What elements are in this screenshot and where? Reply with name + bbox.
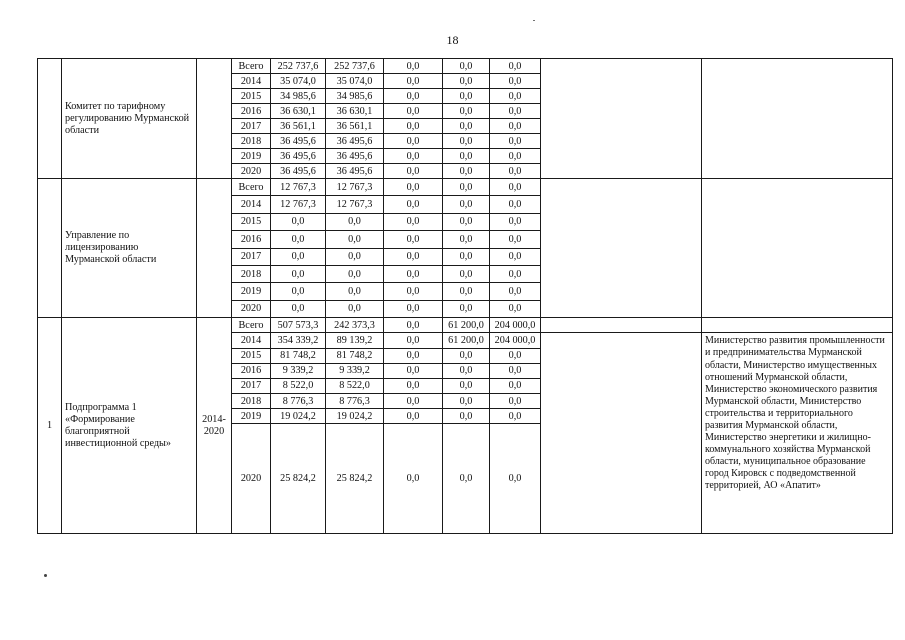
other-sources-cell: 0,0 xyxy=(490,424,541,534)
scan-speck xyxy=(533,20,535,21)
local-budget-cell: 61 200,0 xyxy=(443,318,490,333)
year-cell: 2018 xyxy=(232,394,271,409)
total-cell: 35 074,0 xyxy=(271,74,326,89)
federal-budget-cell: 0,0 xyxy=(384,196,443,213)
total-cell: 25 824,2 xyxy=(271,424,326,534)
year-cell: Всего xyxy=(232,179,271,196)
regional-budget-cell: 36 495,6 xyxy=(326,134,384,149)
other-sources-cell: 0,0 xyxy=(490,378,541,393)
item-name: Управление по лицензированию Мурманской области xyxy=(62,179,197,318)
other-sources-cell: 0,0 xyxy=(490,74,541,89)
regional-budget-cell: 0,0 xyxy=(326,213,384,230)
local-budget-cell: 61 200,0 xyxy=(443,333,490,348)
regional-budget-cell: 36 495,6 xyxy=(326,149,384,164)
federal-budget-cell: 0,0 xyxy=(384,333,443,348)
other-sources-cell: 0,0 xyxy=(490,300,541,317)
total-cell: 36 495,6 xyxy=(271,149,326,164)
local-budget-cell: 0,0 xyxy=(443,149,490,164)
total-cell: 354 339,2 xyxy=(271,333,326,348)
year-cell: 2016 xyxy=(232,363,271,378)
scan-speck xyxy=(44,574,47,577)
other-sources-cell: 0,0 xyxy=(490,409,541,424)
federal-budget-cell: 0,0 xyxy=(384,59,443,74)
local-budget-cell: 0,0 xyxy=(443,378,490,393)
regional-budget-cell: 12 767,3 xyxy=(326,196,384,213)
year-cell: 2020 xyxy=(232,164,271,179)
table-row xyxy=(38,59,893,74)
regional-budget-cell: 0,0 xyxy=(326,300,384,317)
federal-budget-cell: 0,0 xyxy=(384,149,443,164)
total-cell: 36 561,1 xyxy=(271,119,326,134)
local-budget-cell: 0,0 xyxy=(443,196,490,213)
year-cell: 2016 xyxy=(232,104,271,119)
other-sources-cell: 0,0 xyxy=(490,89,541,104)
year-cell: Всего xyxy=(232,318,271,333)
item-name: Комитет по тарифному регулированию Мурманской области xyxy=(62,59,197,179)
year-cell: 2016 xyxy=(232,231,271,248)
total-cell: 0,0 xyxy=(271,248,326,265)
local-budget-cell: 0,0 xyxy=(443,134,490,149)
regional-budget-cell: 36 630,1 xyxy=(326,104,384,119)
regional-budget-cell: 252 737,6 xyxy=(326,59,384,74)
federal-budget-cell: 0,0 xyxy=(384,318,443,333)
indicator-cell xyxy=(541,333,702,534)
local-budget-cell: 0,0 xyxy=(443,300,490,317)
local-budget-cell: 0,0 xyxy=(443,119,490,134)
table-body xyxy=(38,59,893,534)
other-sources-cell: 0,0 xyxy=(490,179,541,196)
item-term: 2014-2020 xyxy=(197,318,232,534)
federal-budget-cell: 0,0 xyxy=(384,164,443,179)
total-cell: 9 339,2 xyxy=(271,363,326,378)
year-cell: 2017 xyxy=(232,378,271,393)
total-cell: 36 495,6 xyxy=(271,164,326,179)
total-cell: 81 748,2 xyxy=(271,348,326,363)
local-budget-cell: 0,0 xyxy=(443,348,490,363)
other-sources-cell: 0,0 xyxy=(490,213,541,230)
year-cell: 2017 xyxy=(232,248,271,265)
item-number xyxy=(38,179,62,318)
federal-budget-cell: 0,0 xyxy=(384,265,443,282)
indicator-cell xyxy=(541,59,702,179)
federal-budget-cell: 0,0 xyxy=(384,231,443,248)
local-budget-cell: 0,0 xyxy=(443,104,490,119)
year-cell: 2019 xyxy=(232,283,271,300)
regional-budget-cell: 36 561,1 xyxy=(326,119,384,134)
total-cell: 0,0 xyxy=(271,283,326,300)
other-sources-cell: 0,0 xyxy=(490,104,541,119)
other-sources-cell: 0,0 xyxy=(490,231,541,248)
federal-budget-cell: 0,0 xyxy=(384,424,443,534)
total-cell: 19 024,2 xyxy=(271,409,326,424)
regional-budget-cell: 8 522,0 xyxy=(326,378,384,393)
budget-table xyxy=(37,58,893,534)
federal-budget-cell: 0,0 xyxy=(384,213,443,230)
year-cell: 2014 xyxy=(232,333,271,348)
local-budget-cell: 0,0 xyxy=(443,74,490,89)
regional-budget-cell: 25 824,2 xyxy=(326,424,384,534)
federal-budget-cell: 0,0 xyxy=(384,89,443,104)
total-cell: 0,0 xyxy=(271,265,326,282)
regional-budget-cell: 0,0 xyxy=(326,231,384,248)
other-sources-cell: 0,0 xyxy=(490,149,541,164)
federal-budget-cell: 0,0 xyxy=(384,363,443,378)
year-cell: 2020 xyxy=(232,300,271,317)
year-cell: 2014 xyxy=(232,74,271,89)
table-row xyxy=(38,318,893,333)
total-cell: 507 573,3 xyxy=(271,318,326,333)
local-budget-cell: 0,0 xyxy=(443,283,490,300)
federal-budget-cell: 0,0 xyxy=(384,300,443,317)
federal-budget-cell: 0,0 xyxy=(384,134,443,149)
other-sources-cell: 0,0 xyxy=(490,164,541,179)
total-cell: 12 767,3 xyxy=(271,196,326,213)
other-sources-cell: 0,0 xyxy=(490,265,541,282)
regional-budget-cell: 34 985,6 xyxy=(326,89,384,104)
local-budget-cell: 0,0 xyxy=(443,89,490,104)
page-number: 18 xyxy=(446,33,459,47)
local-budget-cell: 0,0 xyxy=(443,231,490,248)
regional-budget-cell: 0,0 xyxy=(326,265,384,282)
other-sources-cell: 0,0 xyxy=(490,248,541,265)
indicator-cell xyxy=(541,318,702,333)
total-cell: 0,0 xyxy=(271,231,326,248)
other-sources-cell: 0,0 xyxy=(490,394,541,409)
total-cell: 8 776,3 xyxy=(271,394,326,409)
local-budget-cell: 0,0 xyxy=(443,179,490,196)
federal-budget-cell: 0,0 xyxy=(384,283,443,300)
indicator-cell xyxy=(541,179,702,318)
federal-budget-cell: 0,0 xyxy=(384,104,443,119)
other-sources-cell: 0,0 xyxy=(490,134,541,149)
federal-budget-cell: 0,0 xyxy=(384,248,443,265)
total-cell: 252 737,6 xyxy=(271,59,326,74)
regional-budget-cell: 35 074,0 xyxy=(326,74,384,89)
year-cell: 2019 xyxy=(232,149,271,164)
executor-cell xyxy=(702,318,893,333)
local-budget-cell: 0,0 xyxy=(443,409,490,424)
year-cell: 2017 xyxy=(232,119,271,134)
federal-budget-cell: 0,0 xyxy=(384,179,443,196)
year-cell: 2020 xyxy=(232,424,271,534)
local-budget-cell: 0,0 xyxy=(443,59,490,74)
other-sources-cell: 204 000,0 xyxy=(490,318,541,333)
federal-budget-cell: 0,0 xyxy=(384,348,443,363)
executor-cell xyxy=(702,179,893,318)
total-cell: 0,0 xyxy=(271,213,326,230)
year-cell: 2018 xyxy=(232,134,271,149)
total-cell: 0,0 xyxy=(271,300,326,317)
regional-budget-cell: 89 139,2 xyxy=(326,333,384,348)
other-sources-cell: 204 000,0 xyxy=(490,333,541,348)
total-cell: 8 522,0 xyxy=(271,378,326,393)
item-number xyxy=(38,59,62,179)
year-cell: 2015 xyxy=(232,348,271,363)
item-term xyxy=(197,59,232,179)
year-cell: 2018 xyxy=(232,265,271,282)
federal-budget-cell: 0,0 xyxy=(384,378,443,393)
other-sources-cell: 0,0 xyxy=(490,59,541,74)
local-budget-cell: 0,0 xyxy=(443,394,490,409)
regional-budget-cell: 36 495,6 xyxy=(326,164,384,179)
regional-budget-cell: 81 748,2 xyxy=(326,348,384,363)
federal-budget-cell: 0,0 xyxy=(384,394,443,409)
regional-budget-cell: 9 339,2 xyxy=(326,363,384,378)
item-name: Подпрограмма 1 «Формирование благоприятной инвестиционной среды» xyxy=(62,318,197,534)
regional-budget-cell: 242 373,3 xyxy=(326,318,384,333)
local-budget-cell: 0,0 xyxy=(443,265,490,282)
local-budget-cell: 0,0 xyxy=(443,213,490,230)
local-budget-cell: 0,0 xyxy=(443,164,490,179)
year-cell: 2015 xyxy=(232,89,271,104)
year-cell: Всего xyxy=(232,59,271,74)
total-cell: 36 630,1 xyxy=(271,104,326,119)
other-sources-cell: 0,0 xyxy=(490,348,541,363)
other-sources-cell: 0,0 xyxy=(490,119,541,134)
federal-budget-cell: 0,0 xyxy=(384,74,443,89)
other-sources-cell: 0,0 xyxy=(490,196,541,213)
item-term xyxy=(197,179,232,318)
item-number: 1 xyxy=(38,318,62,534)
year-cell: 2014 xyxy=(232,196,271,213)
year-cell: 2019 xyxy=(232,409,271,424)
year-cell: 2015 xyxy=(232,213,271,230)
regional-budget-cell: 0,0 xyxy=(326,283,384,300)
local-budget-cell: 0,0 xyxy=(443,424,490,534)
regional-budget-cell: 8 776,3 xyxy=(326,394,384,409)
regional-budget-cell: 0,0 xyxy=(326,248,384,265)
executor-cell xyxy=(702,59,893,179)
total-cell: 12 767,3 xyxy=(271,179,326,196)
table-row xyxy=(38,179,893,196)
other-sources-cell: 0,0 xyxy=(490,363,541,378)
federal-budget-cell: 0,0 xyxy=(384,409,443,424)
executors-cell: Министерство развития промышленности и предпринимательства Мурманской области, Министерство имущественных отношений Мурманской области, Министерство экономического развития Мурманской области, Министерство строительства и территориального развития Мурманской области, Министерство энергетики и жилищно-коммунального хозяйства Мурманской области, муниципальное образование город Кировск с подведомственной территорией, АО «Апатит» xyxy=(702,333,893,534)
total-cell: 36 495,6 xyxy=(271,134,326,149)
regional-budget-cell: 12 767,3 xyxy=(326,179,384,196)
other-sources-cell: 0,0 xyxy=(490,283,541,300)
total-cell: 34 985,6 xyxy=(271,89,326,104)
federal-budget-cell: 0,0 xyxy=(384,119,443,134)
regional-budget-cell: 19 024,2 xyxy=(326,409,384,424)
local-budget-cell: 0,0 xyxy=(443,248,490,265)
local-budget-cell: 0,0 xyxy=(443,363,490,378)
